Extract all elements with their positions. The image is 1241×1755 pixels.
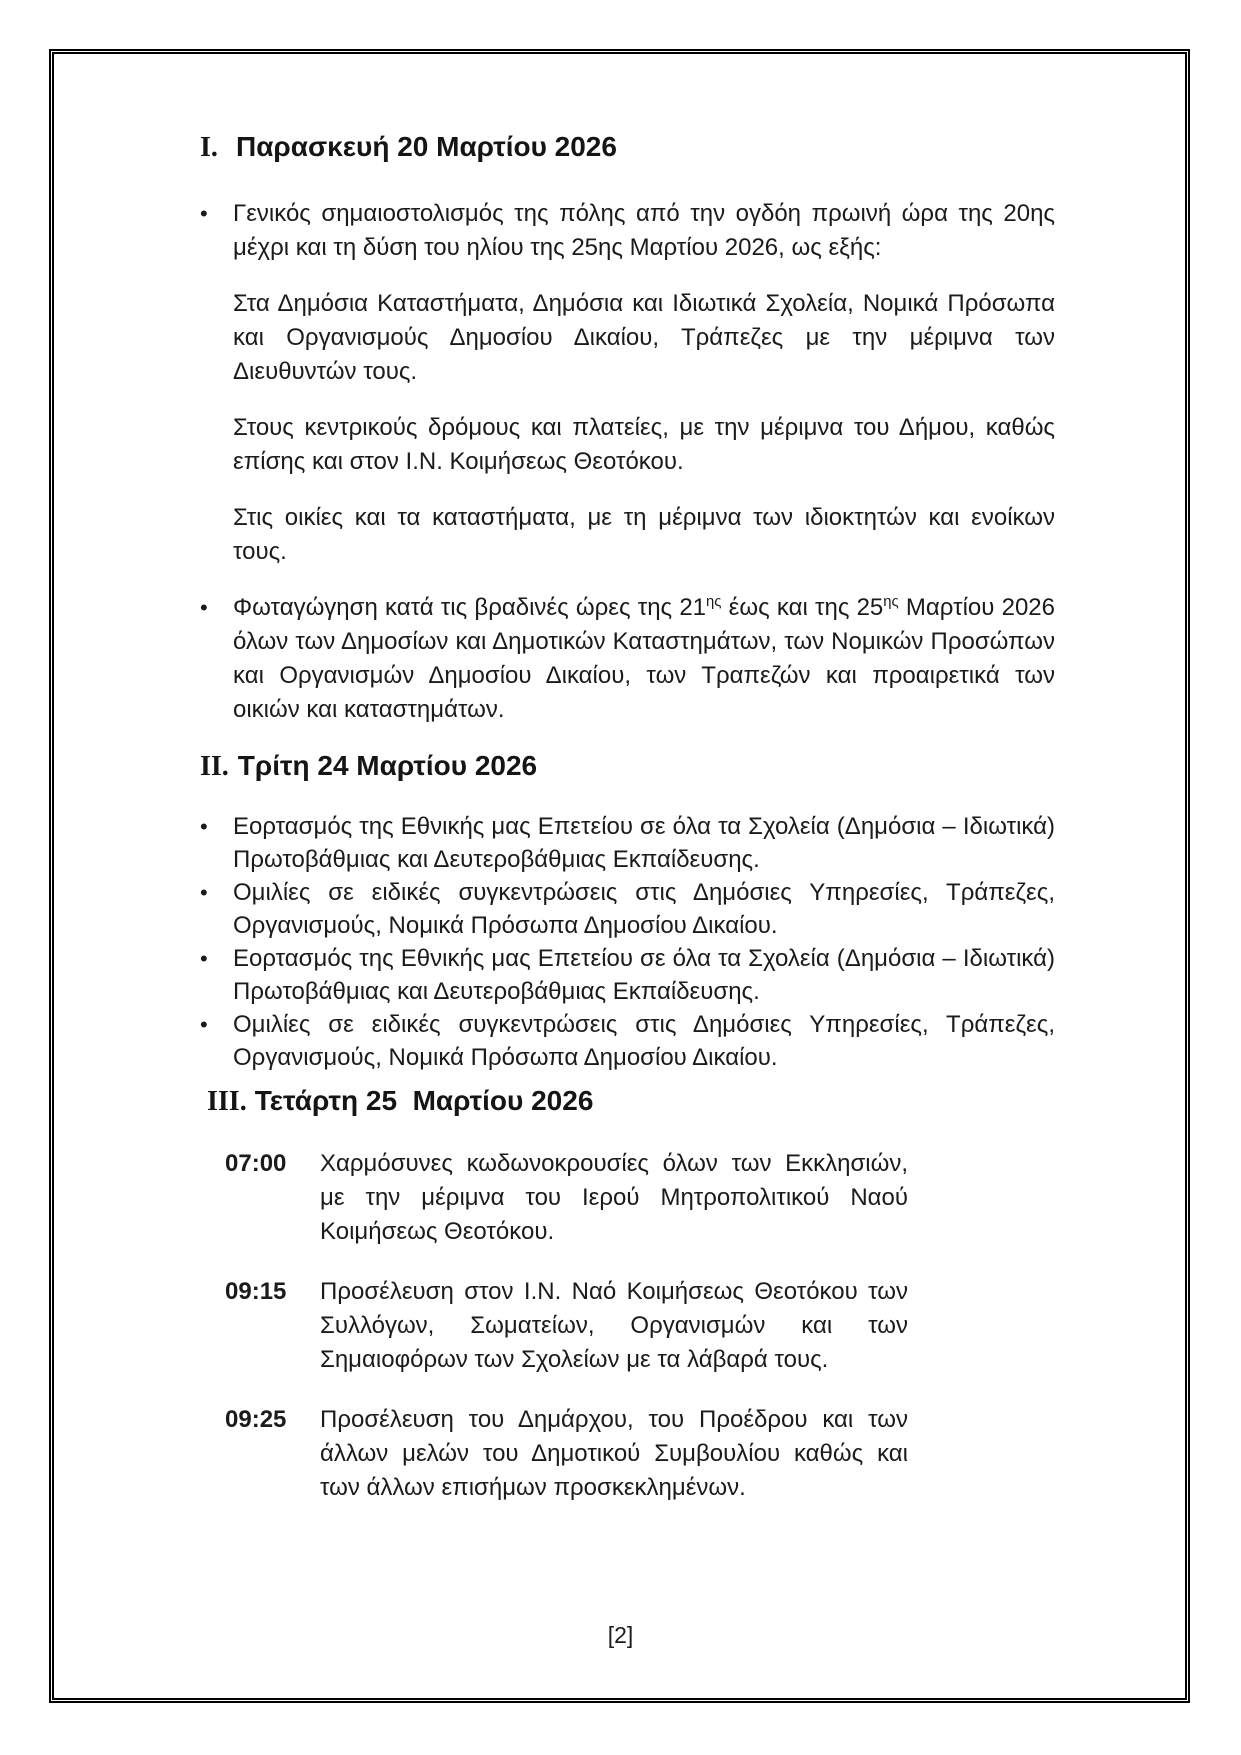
bullet-marker: •: [200, 1012, 208, 1037]
section-3-numeral: III.: [207, 1086, 247, 1117]
section-1-numeral: I.: [200, 132, 218, 163]
bullet-text: Ομιλίες σε ειδικές συγκεντρώσεις στις Δημόσιες Υπηρεσίες, Τράπεζες, Οργανισμούς, Νομικά Πρόσωπα Δημοσίου Δικαίου.: [233, 879, 1055, 939]
schedule-row-0925: [225, 1403, 1055, 1505]
page-number: [2]: [607, 1622, 634, 1648]
bullet-marker: •: [200, 880, 208, 905]
section-3-title: Τετάρτη 25 Μαρτίου 2026: [254, 1085, 594, 1116]
bullet-text: Γενικός σημαιοστολισμός της πόλης από την ογδόη πρωινή ώρα της 20ης μέχρι και τη δύση του ηλίου της 25ης Μαρτίου 2026, ως εξής:: [233, 200, 1055, 261]
section-1-paragraph-1: Στα Δημόσια Καταστήματα, Δημόσια και Ιδιωτικά Σχολεία, Νομικά Πρόσωπα και Οργανισμούς Δημοσίου Δικαίου, Τράπεζες με την μέριμνα των Διευθυντών τους.: [233, 290, 1055, 385]
section-2-bullet-3: [200, 942, 1055, 1008]
section-2-numeral: II.: [200, 751, 229, 782]
bullet-marker: •: [200, 595, 208, 620]
section-1-paragraph-3: Στις οικίες και τα καταστήματα, με τη μέριμνα των ιδιοκτητών και ενοίκων τους.: [233, 504, 1055, 565]
section-2-bullet-2: [200, 876, 1055, 942]
bullet-text: Φωταγώγηση κατά τις βραδινές ώρες της $21^{\eta\varsigma}$ έως και της $25^{\eta\varsigma}$ Μαρτίου 2026 όλων των Δημοσίων και Δημοτικών Καταστημάτων, των Νομικών Προσώπων και Οργανισμών Δημοσίου Δικαίου, των Τραπεζών και προαιρετικά των οικιών και καταστημάτων.: [233, 594, 1055, 723]
section-3-heading: [200, 1084, 1055, 1119]
section-3-schedule: [200, 1147, 1055, 1505]
section-2-bullet-1: [200, 810, 1055, 876]
schedule-time: 09:15: [225, 1278, 287, 1305]
section-1-bullet-2: [200, 591, 1055, 727]
schedule-text: Προσέλευση στον Ι.Ν. Ναό Κοιμήσεως Θεοτόκου των Συλλόγων, Σωματείων, Οργανισμών και των Σημαιοφόρων των Σχολείων με τα λάβαρά τους.: [320, 1278, 908, 1373]
section-2-title: Τρίτη 24 Μαρτίου 2026: [237, 750, 538, 781]
section-1-bullet-1: [200, 197, 1055, 265]
section-2-bullet-list: [200, 810, 1055, 1074]
schedule-time: 09:25: [225, 1406, 287, 1433]
page-content: [200, 130, 1055, 1531]
section-2-heading: [200, 749, 1055, 784]
section-2-bullet-4: [200, 1008, 1055, 1074]
schedule-time: 07:00: [225, 1150, 287, 1177]
bullet-marker: •: [200, 814, 208, 839]
section-1-title: Παρασκευή 20 Μαρτίου 2026: [236, 131, 617, 162]
bullet-marker: •: [200, 201, 208, 226]
schedule-row-0915: [225, 1275, 1055, 1377]
bullet-text: Εορτασμός της Εθνικής μας Επετείου σε όλα τα Σχολεία (Δημόσια – Ιδιωτικά) Πρωτοβάθμιας και Δευτεροβάθμιας Εκπαίδευσης.: [233, 945, 1055, 1005]
bullet-text: Ομιλίες σε ειδικές συγκεντρώσεις στις Δημόσιες Υπηρεσίες, Τράπεζες, Οργανισμούς, Νομικά Πρόσωπα Δημοσίου Δικαίου.: [233, 1011, 1055, 1071]
section-1-heading: [200, 130, 1055, 165]
schedule-text: Προσέλευση του Δημάρχου, του Προέδρου και των άλλων μελών του Δημοτικού Συμβουλίου καθώς και των άλλων επισήμων προσκεκλημένων.: [320, 1406, 908, 1501]
bullet-text: Εορτασμός της Εθνικής μας Επετείου σε όλα τα Σχολεία (Δημόσια – Ιδιωτικά) Πρωτοβάθμιας και Δευτεροβάθμιας Εκπαίδευσης.: [233, 813, 1055, 873]
schedule-row-0700: [225, 1147, 1055, 1249]
bullet-marker: •: [200, 946, 208, 971]
schedule-text: Χαρμόσυνες κωδωνοκρουσίες όλων των Εκκλησιών, με την μέριμνα του Ιερού Μητροπολιτικού Ναού Κοιμήσεως Θεοτόκου.: [320, 1150, 908, 1245]
section-1-paragraph-2: Στους κεντρικούς δρόμους και πλατείες, με την μέριμνα του Δήμου, καθώς επίσης και στον Ι.Ν. Κοιμήσεως Θεοτόκου.: [233, 414, 1055, 475]
